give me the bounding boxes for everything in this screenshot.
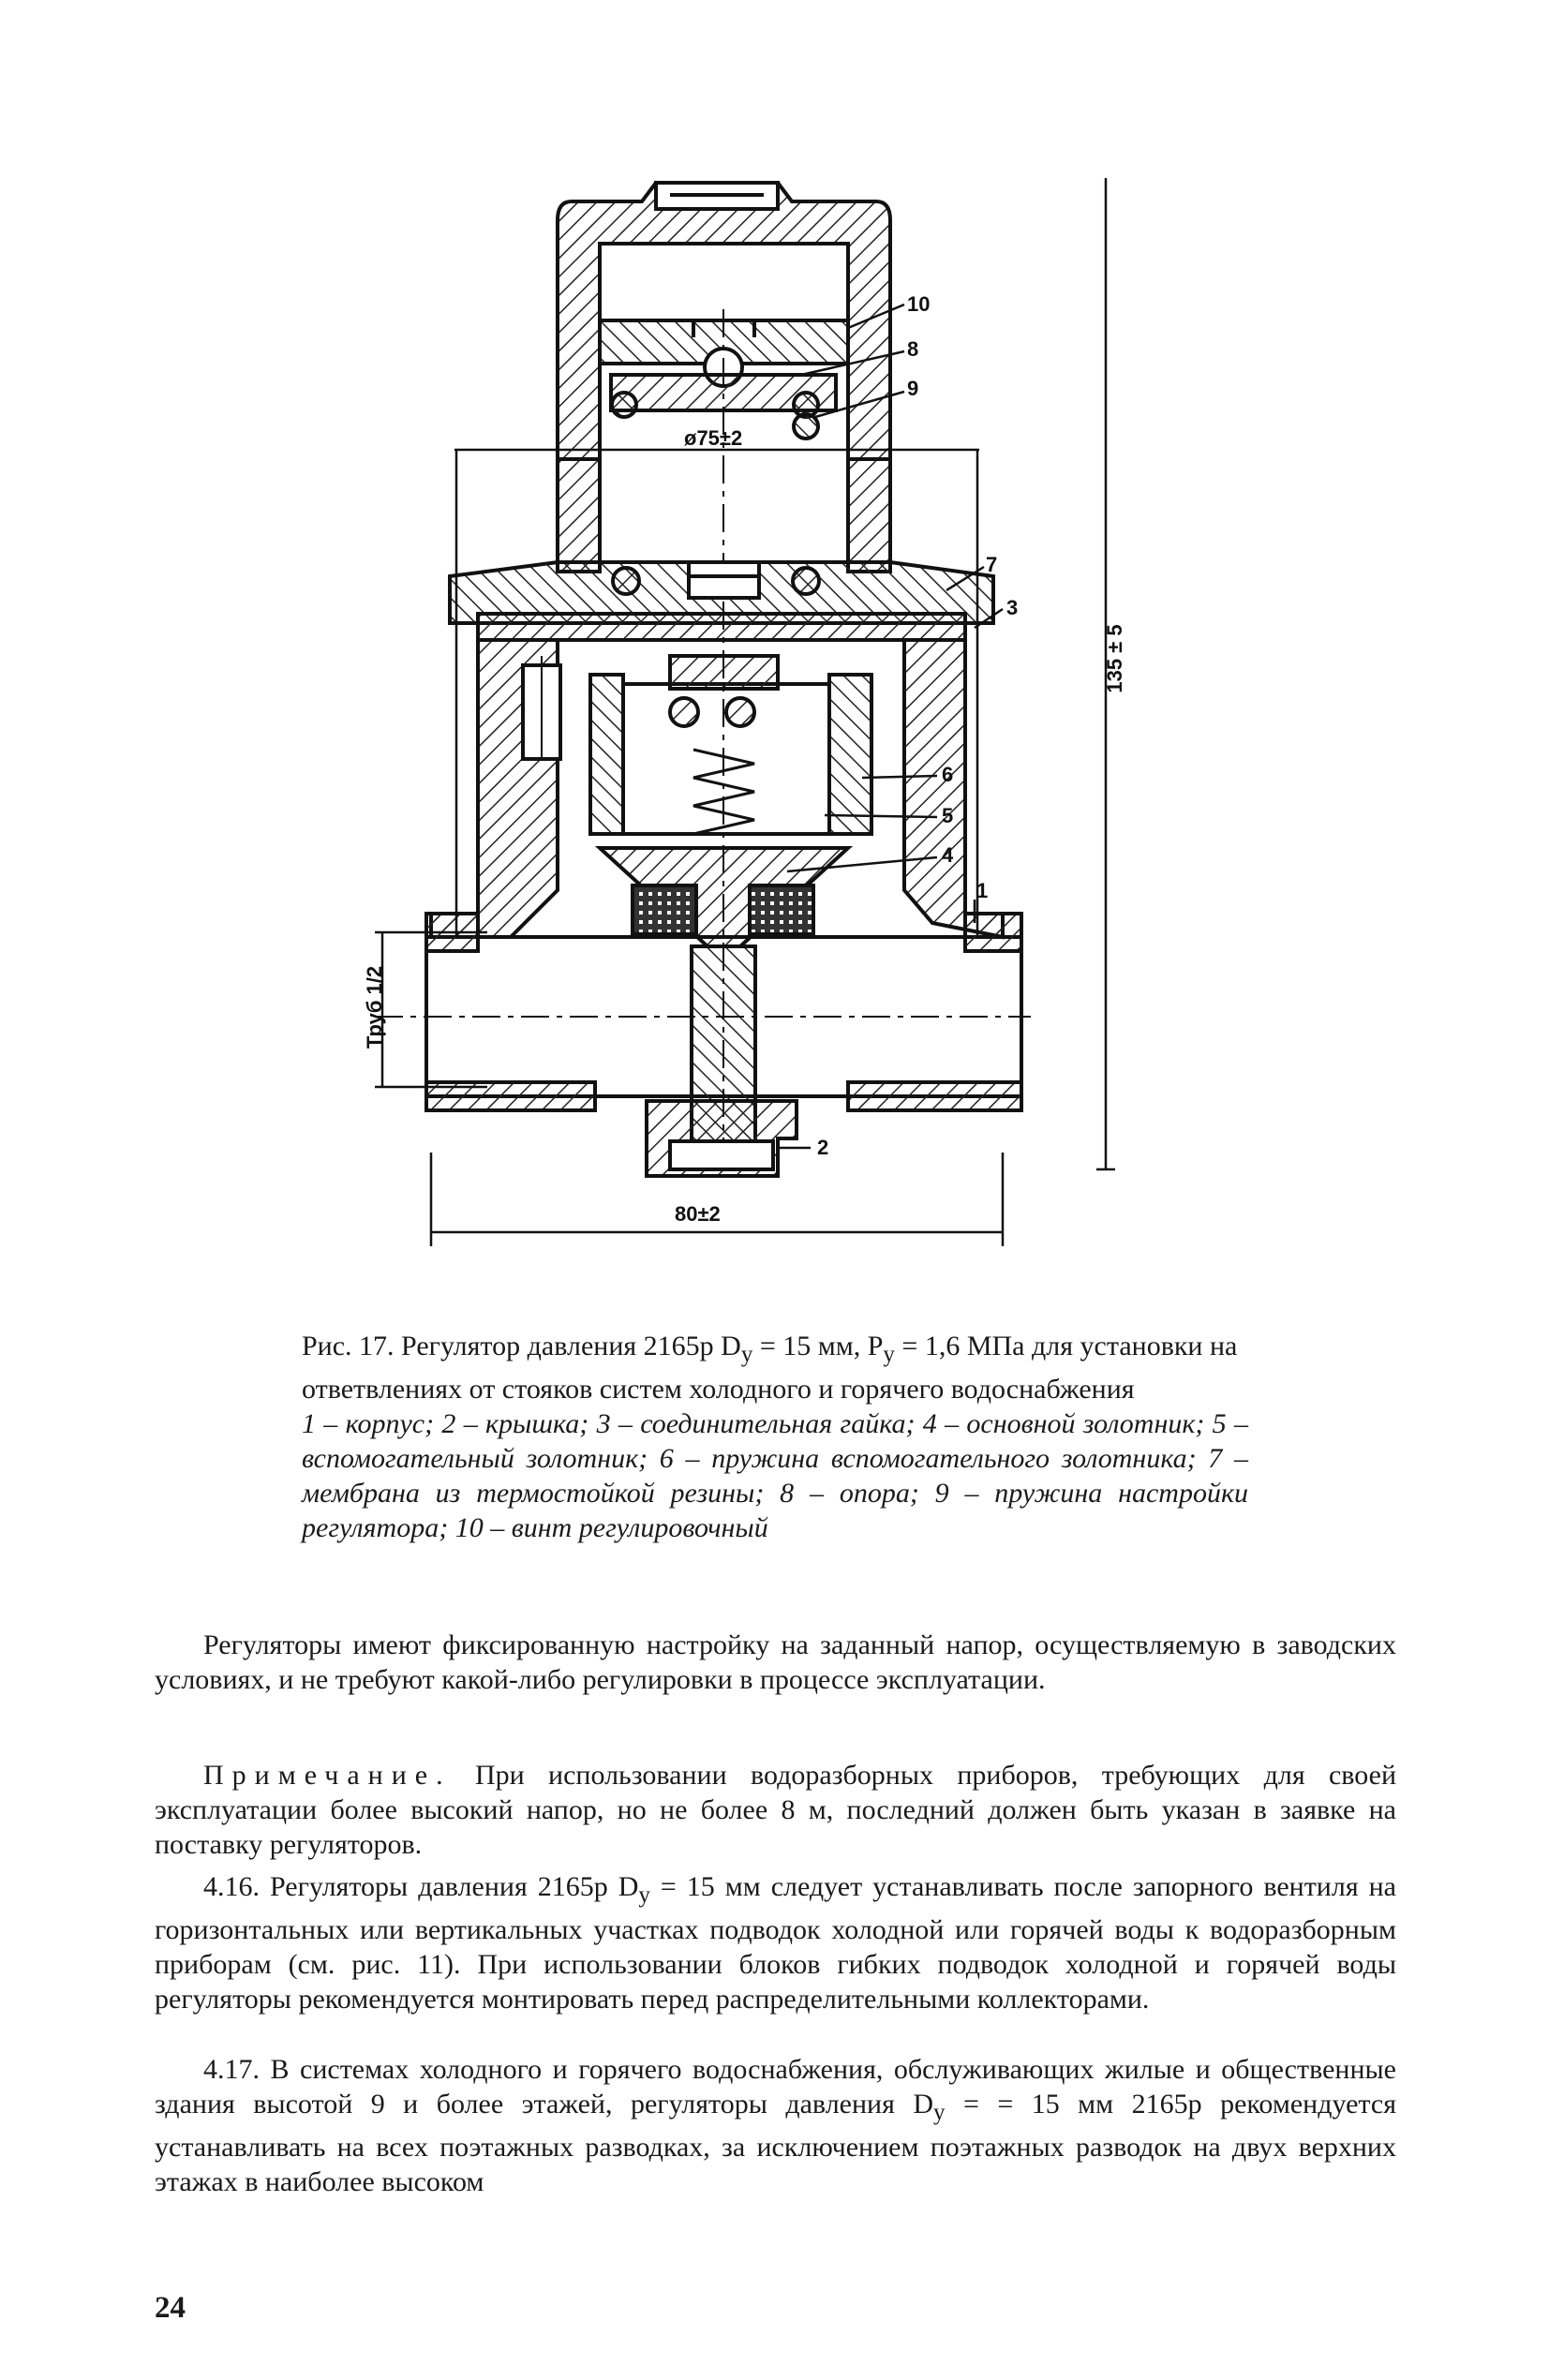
paragraph-4-17: 4.17. В системах холодного и горячего водоснабжения, обслуживающих жилые и общественные здания высотой 9 и более этажей, регуляторы давления $D_у$ = = 15 мм 2165р рекомендуется устанавливать на всех поэтажных разводках, за исключением поэтажных разводок на двух верхних этажах в наиболее высоком xyxy=(155,2054,1396,2197)
callout-6: 6 xyxy=(942,763,954,786)
callout-1: 1 xyxy=(976,879,989,902)
callout-5: 5 xyxy=(942,804,954,827)
callout-8: 8 xyxy=(907,337,919,361)
page-number: 24 xyxy=(155,2291,186,2325)
paragraph-note xyxy=(155,1758,1396,1862)
caption-legend: 1 – корпус; 2 – крышка; 3 – соединительная гайка; 4 – основной золотник; 5 – вспомогательный золотник; 6 – пружина вспомогательного золотника; 7 – мембрана из термостойкой резины; 8 – опора; 9 – пружина настройки регулятора; 10 – винт регулировочный xyxy=(302,1408,1248,1543)
callout-4: 4 xyxy=(942,843,954,867)
diaphragm xyxy=(478,614,965,640)
dim-inner-diameter: ø75±2 xyxy=(684,426,743,450)
note-label: Примечание. xyxy=(203,1760,452,1791)
caption-title: Рис. 17. Регулятор давления 2165р $D_у = 15$ мм, $P_у = 1,6$ МПа для установки на ответвлениях от стояков систем холодного и горячего водоснабжения xyxy=(302,1331,1238,1405)
paragraph-settings: Регуляторы имеют фиксированную настройку на заданный напор, осуществляемую в заводских условиях, и не требуют какой-либо регулировки в процессе эксплуатации. xyxy=(155,1629,1396,1695)
callout-10: 10 xyxy=(907,292,931,316)
figure-caption xyxy=(302,1329,1248,1545)
dim-height: 135 ± 5 xyxy=(1103,624,1126,693)
paragraph-4-16: 4.16. Регуляторы давления 2165р $D_у = 15$ мм следует устанавливать после запорного вентиля на горизонтальных или вертикальных участках подводок холодной или горячей воды к водоразборным приборам (см. рис. 11). При использовании блоков гибких подводок холодной и горячей воды регуляторы рекомендуется монтировать перед распределительными коллекторами. xyxy=(155,1871,1396,2015)
callout-2: 2 xyxy=(817,1136,829,1159)
callout-9: 9 xyxy=(907,377,919,400)
spring-coil-left xyxy=(612,393,636,417)
callout-7: 7 xyxy=(986,553,998,576)
dim-width: 80±2 xyxy=(675,1202,721,1226)
valve-seal-left xyxy=(633,885,696,934)
dim-pipe: Труб 1/2 xyxy=(363,965,386,1049)
valve-seal-right xyxy=(750,885,813,934)
note-text: При использовании водоразборных приборов, требующих для своей эксплуатации более высокий напор, но не более 8 м, последний должен быть указан в заявке на поставку регуляторов. xyxy=(155,1760,1396,1860)
body-right xyxy=(904,640,1003,937)
callout-3: 3 xyxy=(1006,596,1019,619)
